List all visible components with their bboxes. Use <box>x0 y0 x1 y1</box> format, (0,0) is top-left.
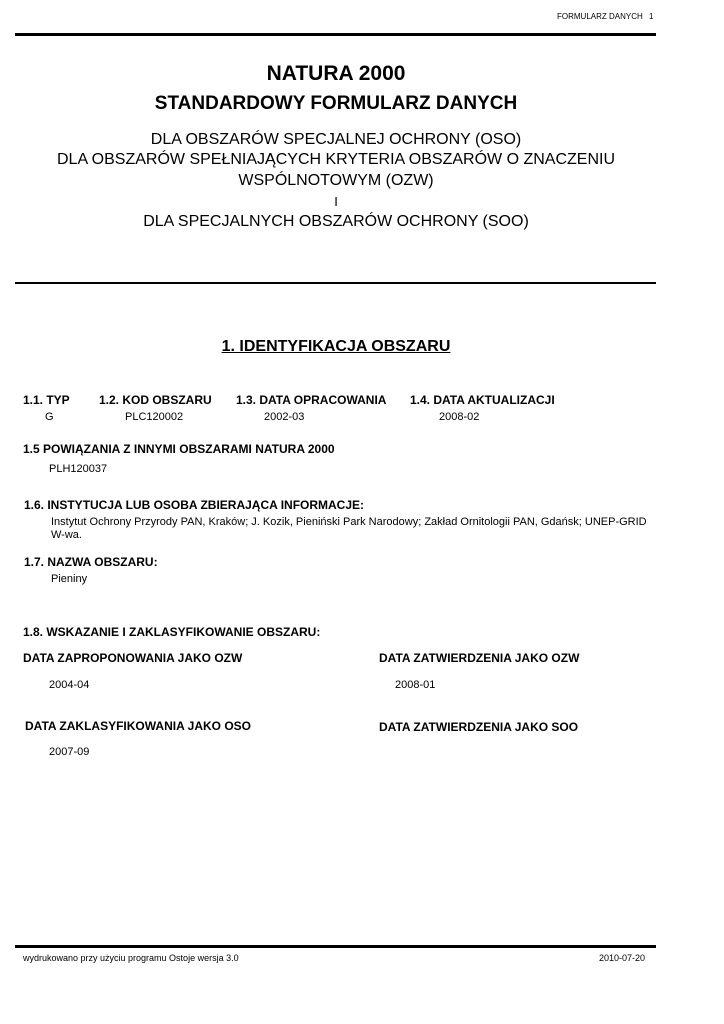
title-line2: DLA OBSZARÓW SPEŁNIAJĄCYCH KRYTERIA OBSZARÓW O ZNACZENIU <box>56 151 616 168</box>
data-zatwierdzenia-ozw-label: DATA ZATWIERDZENIA JAKO OZW <box>379 651 580 665</box>
data-zatwierdzenia-ozw-value: 2008-01 <box>395 679 436 691</box>
data-zatwierdzenia-soo-label: DATA ZATWIERDZENIA JAKO SOO <box>379 720 579 734</box>
title-rule <box>15 282 656 284</box>
title-line5: DLA SPECJALNYCH OBSZARÓW OCHRONY (SOO) <box>143 213 529 230</box>
footer-date: 2010-07-20 <box>599 953 646 963</box>
header-rule <box>15 33 656 36</box>
data-zaklasyfikowania-oso-label: DATA ZAKLASYFIKOWANIA JAKO OSO <box>25 719 251 733</box>
instytucja-label: 1.6. INSTYTUCJA LUB OSOBA ZBIERAJĄCA INFORMACJE: <box>24 498 365 512</box>
data-zaklasyfikowania-oso-value: 2007-09 <box>49 746 90 758</box>
nazwa-label: 1.7. NAZWA OBSZARU: <box>24 555 158 569</box>
section1-title: 1. IDENTYFIKACJA OBSZARU <box>221 338 451 355</box>
title-main: NATURA 2000 <box>266 62 406 85</box>
data-zaproponowania-ozw-value: 2004-04 <box>49 679 90 691</box>
data-zaproponowania-ozw-label: DATA ZAPROPONOWANIA JAKO OZW <box>23 651 243 665</box>
kod-value: PLC120002 <box>125 411 184 423</box>
data-aktualizacji-value: 2008-02 <box>439 411 480 423</box>
powiazania-value: PLH120037 <box>49 463 108 475</box>
footer-rule <box>15 945 656 948</box>
typ-value: G <box>45 411 54 423</box>
wskazanie-label: 1.8. WSKAZANIE I ZAKLASYFIKOWANIE OBSZARU: <box>23 625 321 639</box>
instytucja-value: Instytut Ochrony Przyrody PAN, Kraków; J. Kozik, Pieniński Park Narodowy; Zakład Ornitologii PAN, Gdańsk; UNEP-GRID W-wa. <box>51 516 647 541</box>
form-name-header: FORMULARZ DANYCH <box>557 12 643 21</box>
kod-label: 1.2. KOD OBSZARU <box>99 393 212 407</box>
title-line3: WSPÓLNOTOWYM (OZW) <box>238 172 434 189</box>
title-line4: I <box>334 194 338 209</box>
nazwa-value: Pieniny <box>51 573 88 585</box>
powiazania-label: 1.5 POWIĄZANIA Z INNYMI OBSZARAMI NATURA 2000 <box>23 442 335 456</box>
typ-label: 1.1. TYP <box>23 393 70 407</box>
footer-left: wydrukowano przy użyciu programu Ostoje wersja 3.0 <box>23 953 239 963</box>
data-opracowania-label: 1.3. DATA OPRACOWANIA <box>236 393 387 407</box>
title-line1: DLA OBSZARÓW SPECJALNEJ OCHRONY (OSO) <box>150 131 522 148</box>
title-sub: STANDARDOWY FORMULARZ DANYCH <box>154 93 518 114</box>
data-aktualizacji-label: 1.4. DATA AKTUALIZACJI <box>410 393 555 407</box>
page-number: 1 <box>649 12 654 21</box>
data-opracowania-value: 2002-03 <box>264 411 305 423</box>
